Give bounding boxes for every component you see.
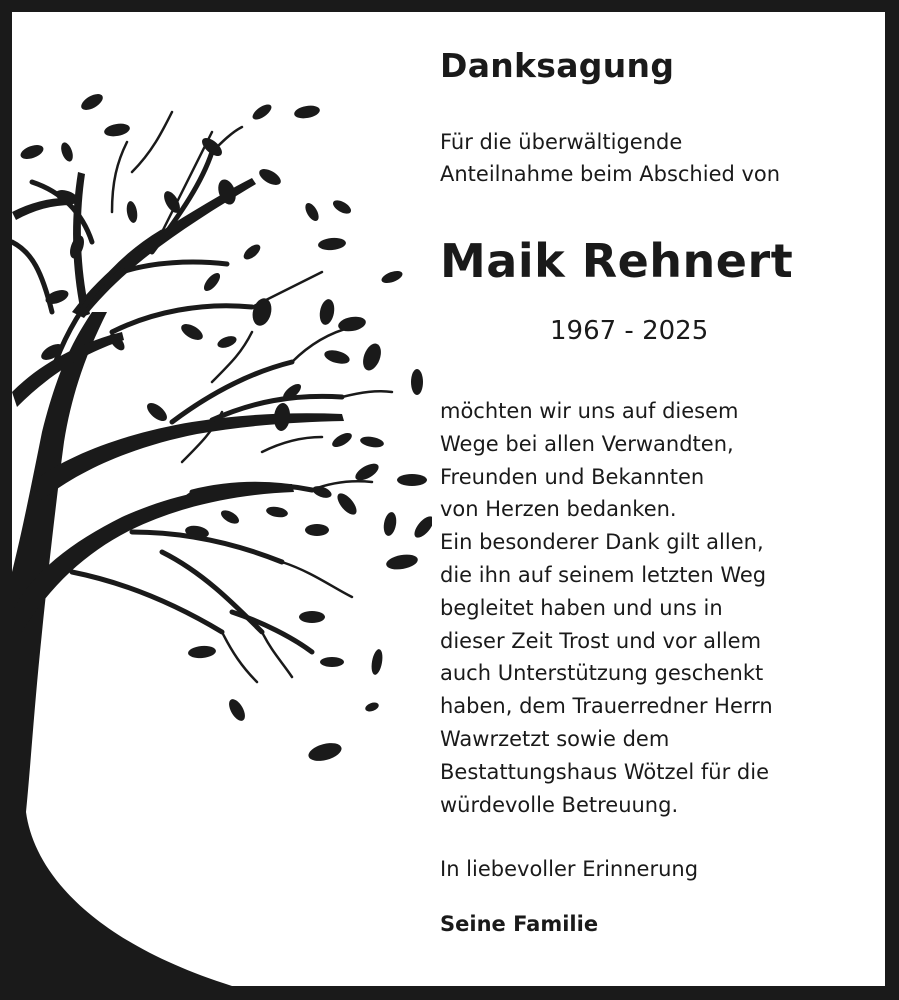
signature: Seine Familie — [440, 912, 599, 936]
notice-card — [12, 12, 885, 986]
closing-line: In liebevoller Erinnerung — [440, 857, 699, 881]
life-dates: 1967 - 2025 — [550, 316, 709, 346]
deceased-name: Maik Rehnert — [440, 234, 794, 288]
thanks-body: möchten wir uns auf diesem Wege bei allen Verwandten, Freunden und Bekannten von Herzen bedanken. Ein besonderer Dank gilt allen, die ihn auf seinem letzten Weg begleitet haben und uns in dieser Zeit Trost und vor allem auch Unterstützung geschenkt haben, dem Trauerredner Herrn Wawrzetzt sowie dem Bestattungshaus Wötzel für die würdevolle Betreuung. — [440, 399, 773, 817]
notice-heading: Danksagung — [440, 46, 675, 85]
tree-with-falling-leaves-icon — [12, 12, 432, 986]
notice-intro: Für die überwältigende Anteilnahme beim Abschied von — [440, 130, 781, 186]
